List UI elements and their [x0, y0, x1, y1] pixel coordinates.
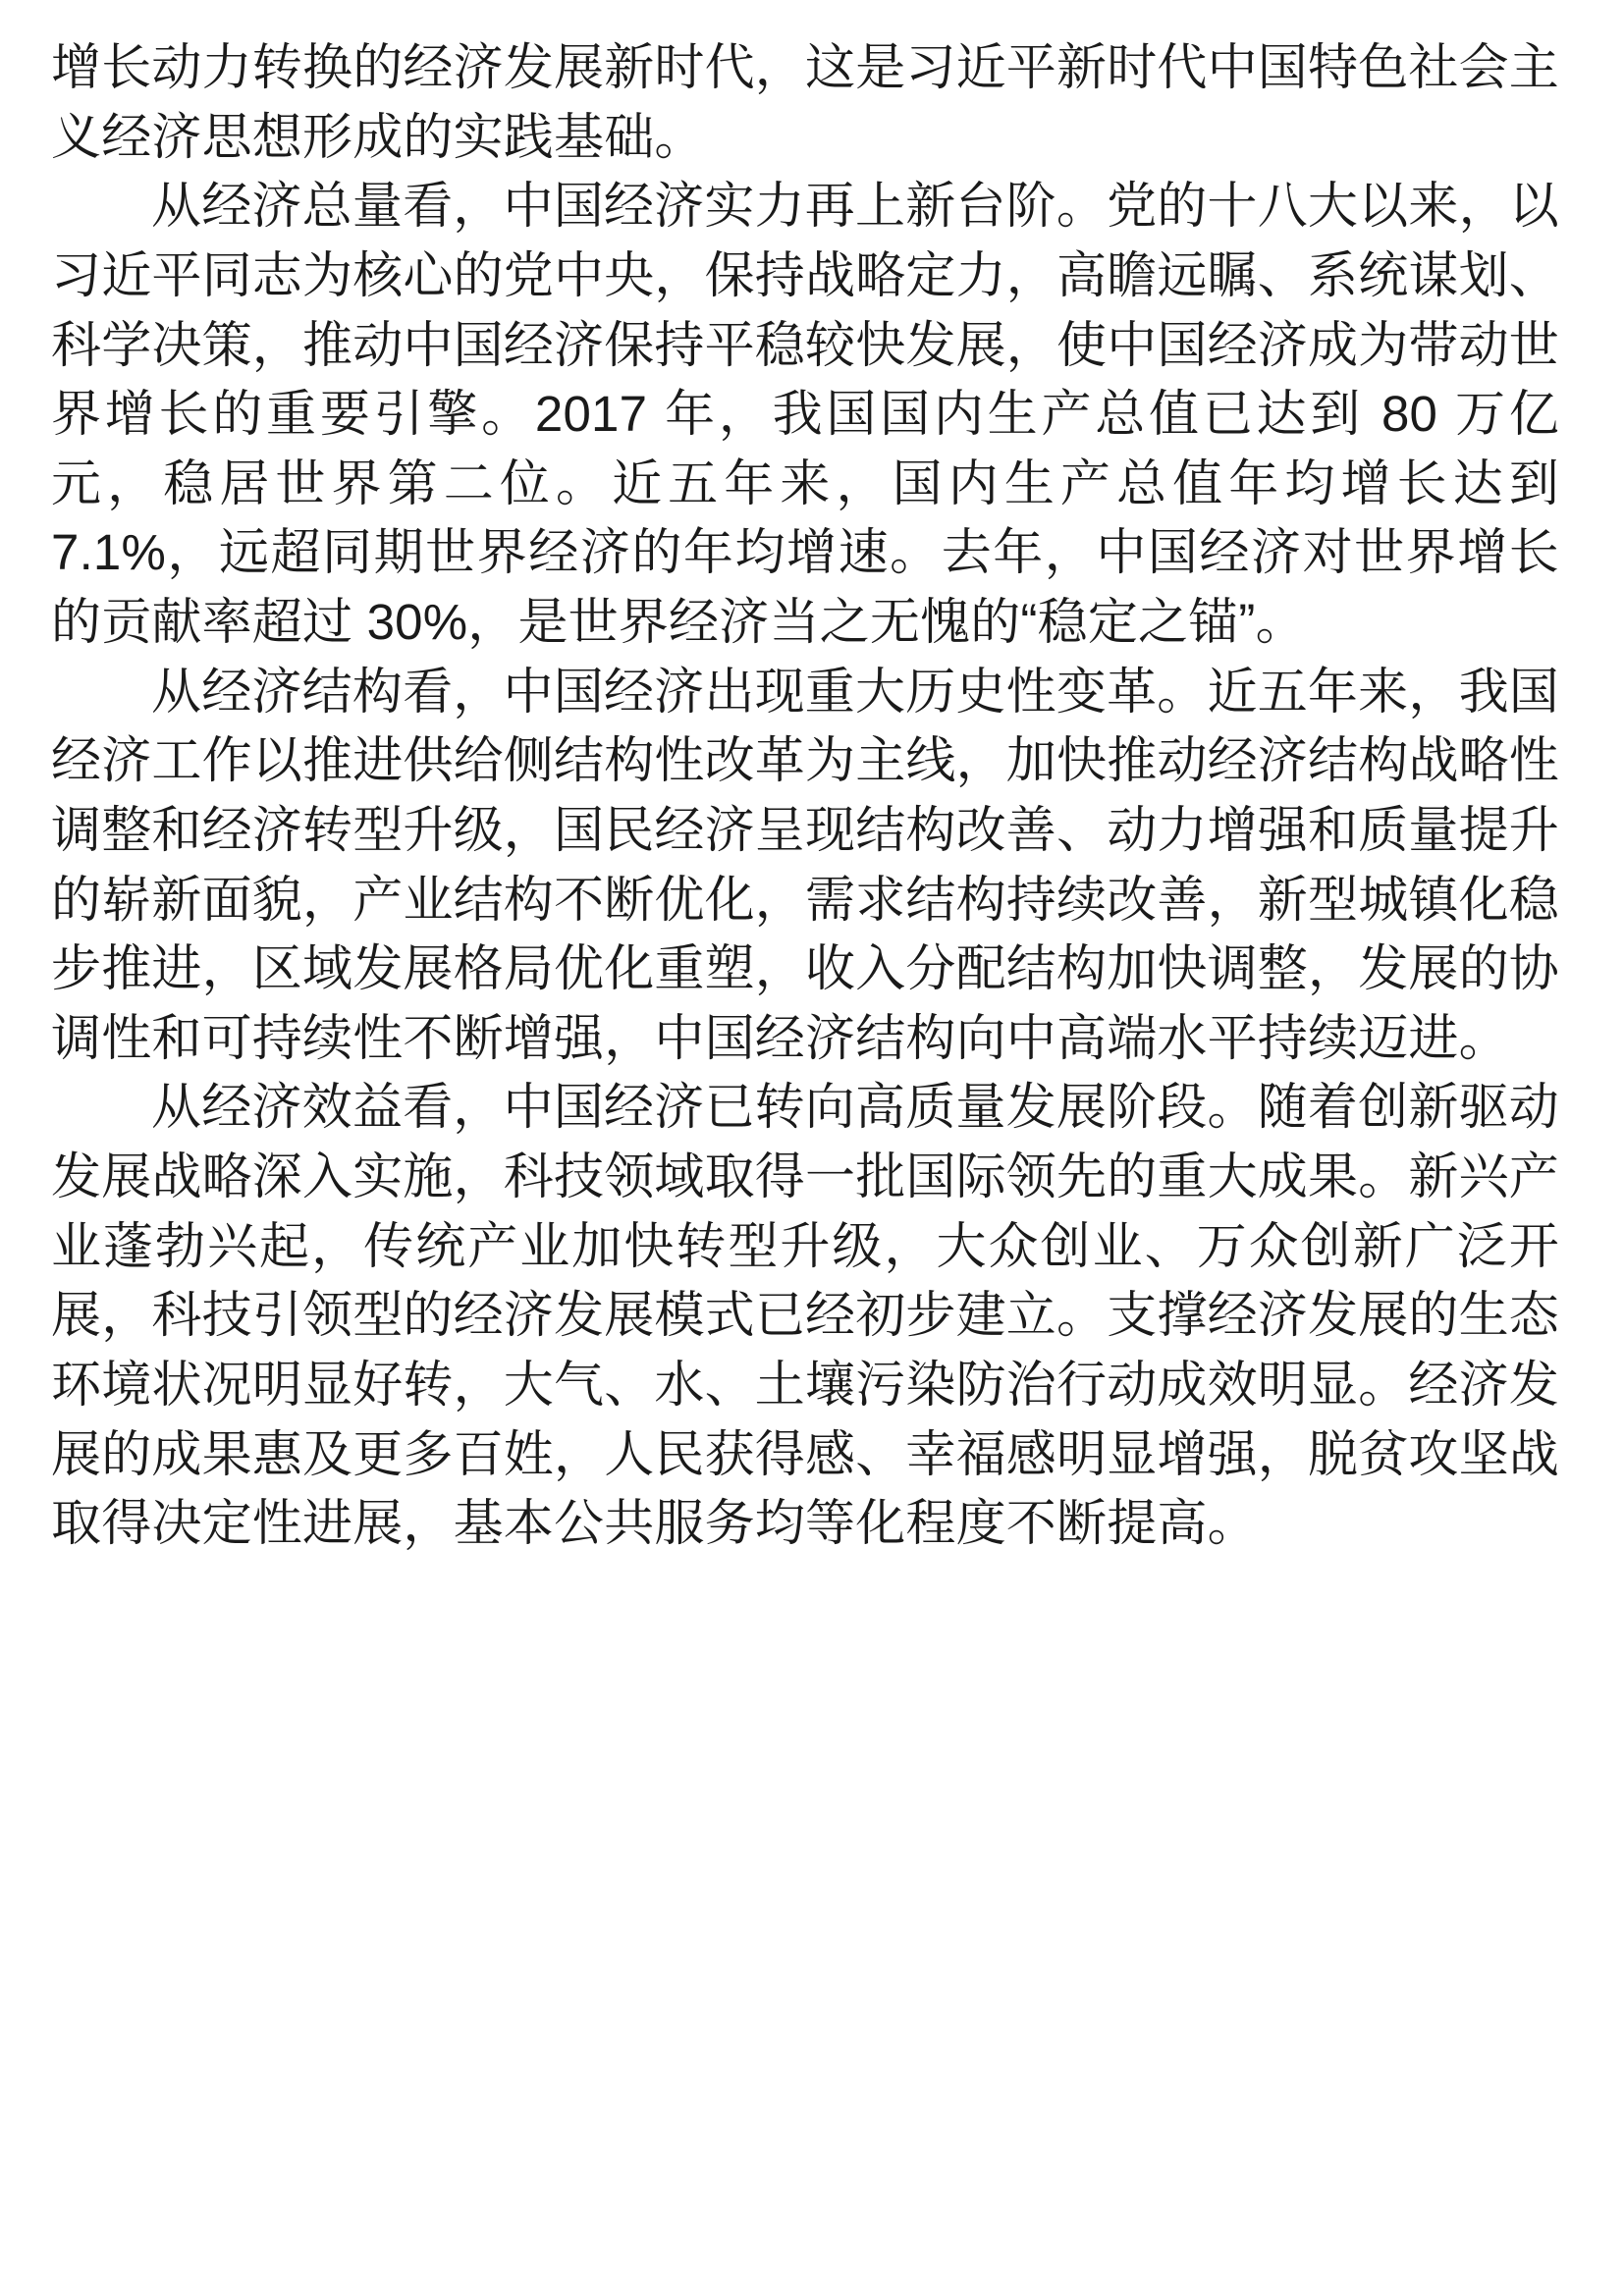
paragraph-4: 从经济效益看，中国经济已转向高质量发展阶段。随着创新驱动发展战略深入实施，科技领域取得一批国际领先的重大成果。新兴产业蓬勃兴起，传统产业加快转型升级，大众创业、万众创新广泛开展，科技引领型的经济发展模式已经初步建立。支撑经济发展的生态环境状况明显好转，大气、水、土壤污染防治行动成效明显。经济发展的成果惠及更多百姓，人民获得感、幸福感明显增强，脱贫攻坚战取得决定性进展，基本公共服务均等化程度不断提高。: [51, 1079, 1560, 1552]
paragraph-3: 从经济结构看，中国经济出现重大历史性变革。近五年来，我国经济工作以推进供给侧结构性改革为主线，加快推动经济结构战略性调整和经济转型升级，国民经济呈现结构改善、动力增强和质量提升的崭新面貌，产业结构不断优化，需求结构持续改善，新型城镇化稳步推进，区域发展格局优化重塑，收入分配结构加快调整，发展的协调性和可持续性不断增强，中国经济结构向中高端水平持续迈进。: [51, 663, 1560, 1066]
document-body: [51, 33, 1559, 1559]
paragraph-2: 从经济总量看，中国经济实力再上新台阶。党的十八大以来，以习近平同志为核心的党中央，保持战略定力，高瞻远瞩、系统谋划、科学决策，推动中国经济保持平稳较快发展，使中国经济成为带动世界增长的重要引擎。2017 年，我国国内生产总值已达到 80 万亿元，稳居世界第二位。近五年来，国内生产总值年均增长达到 7.1%，远超同期世界经济的年均增速。去年，中国经济对世界增长的贡献率超过 30%，是世界经济当之无愧的“稳定之锚”。: [51, 178, 1560, 650]
paragraph-1: 增长动力转换的经济发展新时代，这是习近平新时代中国特色社会主义经济思想形成的实践基础。: [51, 39, 1560, 165]
